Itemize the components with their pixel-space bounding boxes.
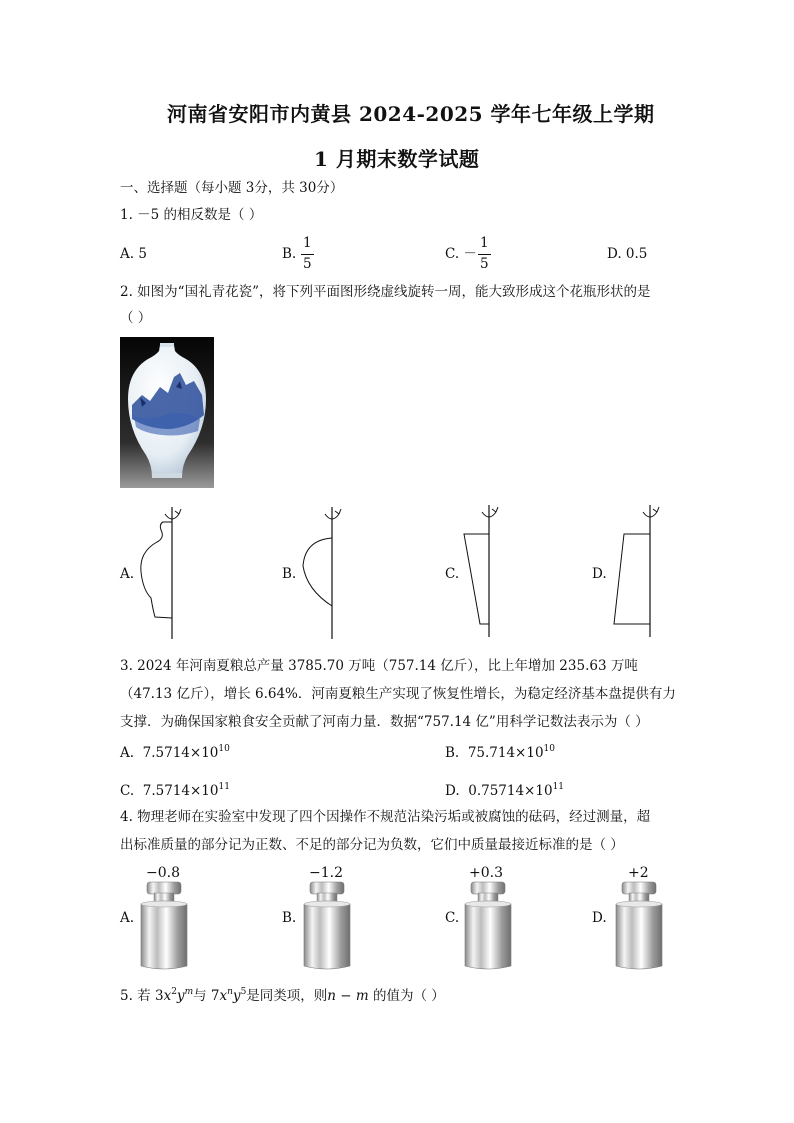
q3-option-c [120, 783, 230, 799]
q4-weight-a [137, 880, 191, 972]
fraction-denominator: 5 [303, 255, 312, 272]
q1-option-b-label: B. [282, 246, 297, 262]
q2-figure-b [295, 502, 355, 642]
q5-term2-y: y [232, 988, 241, 1004]
option-exponent: 10 [218, 744, 230, 754]
q1-option-c-fraction [478, 237, 491, 271]
q4-weight-d [612, 880, 666, 972]
q5-term2-y-exp: 5 [240, 987, 247, 997]
fraction-numerator: 1 [303, 235, 312, 251]
option-exponent: 11 [218, 782, 230, 792]
q3-line-1: 3. 2024 年河南夏粮总产量 3785.70 万吨（757.14 亿斤），比上年增加 235.63 万吨 [120, 658, 638, 674]
q2-figure-d [610, 500, 670, 640]
q2-bracket: （ ） [120, 310, 152, 326]
vase-photo [120, 337, 214, 488]
q5-term1-x: x [163, 988, 172, 1004]
option-exponent: 11 [552, 782, 565, 792]
q5-term1-y-exp: m [184, 987, 194, 997]
option-label: B. [445, 745, 460, 761]
q2-option-c: C. [445, 566, 460, 582]
q1-option-d: D. 0.5 [607, 246, 648, 262]
option-label: D. [445, 783, 460, 799]
q4-weight-d-value: +2 [628, 865, 649, 881]
fraction-bar [478, 254, 491, 255]
q5-term1-x-exp: 2 [171, 987, 177, 997]
option-base: 75.714×10 [467, 745, 544, 761]
q4-option-c: C. [445, 910, 460, 926]
q3-line-3: 支撑．为确保国家粮食安全贡献了河南力量．数据“757.14 亿”用科学记数法表示为（ ） [120, 714, 649, 730]
q4-option-b: B. [282, 910, 297, 926]
q4-line-2: 出标准质量的部分记为正数、不足的部分记为负数，它们中质量最接近标准的是（ ） [120, 837, 624, 853]
option-base: 7.5714×10 [142, 783, 219, 799]
option-base: 7.5714×10 [142, 745, 219, 761]
q3-line-2: （47.13 亿斤），增长 6.64%．河南夏粮生产实现了恢复性增长，为稳定经济基本盘提供有力 [120, 686, 676, 702]
q4-weight-a-value: −0.8 [146, 865, 180, 881]
q5-suffix-2: 的值为（ ） [372, 988, 445, 1004]
q4-line-1: 4. 物理老师在实验室中发现了四个因操作不规范沾染污垢或被腐蚀的砝码，经过测量，超 [120, 809, 651, 825]
q2-figure-c [460, 500, 520, 640]
option-label: A. [120, 745, 135, 761]
section-heading: 一、选择题（每小题 3分，共 30分） [120, 180, 344, 196]
q5-suffix-1: 是同类项，则 [246, 988, 328, 1004]
option-exponent: 10 [543, 744, 555, 754]
q5-term2-x-exp: n [227, 987, 233, 997]
q4-weight-c-value: +0.3 [469, 865, 503, 881]
q2-option-d: D. [592, 566, 607, 582]
q4-option-d: D. [592, 910, 607, 926]
q5-expression: n − m [327, 988, 369, 1004]
q4-weight-b-value: −1.2 [309, 865, 343, 881]
q1-option-b-fraction [301, 237, 314, 271]
q4-option-a: A. [120, 910, 135, 926]
option-label: C. [120, 783, 135, 799]
option-base: 0.75714×10 [468, 783, 553, 799]
title-line-1: 河南省安阳市内黄县 2024-2025 学年七年级上学期 [167, 102, 655, 126]
q5-term1-y: y [176, 988, 185, 1004]
q2-stem: 2. 如图为“国礼青花瓷”，将下列平面图形绕虚线旋转一周，能大致形成这个花瓶形状的是 [120, 284, 651, 300]
q4-weight-b [300, 880, 354, 972]
q2-option-b: B. [282, 566, 297, 582]
q1-option-c-label: C. － [445, 246, 477, 262]
q1-option-a: A. 5 [120, 246, 147, 262]
fraction-denominator: 5 [480, 255, 489, 272]
q5-prefix: 5. 若 3 [120, 988, 164, 1004]
q5-stem [120, 988, 445, 1004]
fraction-bar [301, 254, 314, 255]
fraction-numerator: 1 [480, 235, 489, 251]
title-line-2: 1 月期末数学试题 [314, 147, 480, 171]
q3-option-b [445, 745, 555, 761]
q4-weight-c [461, 880, 515, 972]
q5-mid: 与 7 [193, 988, 220, 1004]
q5-term2-x: x [219, 988, 228, 1004]
q3-option-d [445, 783, 564, 799]
q1-stem: 1. －5 的相反数是（ ） [120, 207, 263, 223]
q3-option-a [120, 745, 230, 761]
q2-figure-a [135, 502, 195, 642]
q2-option-a: A. [120, 566, 135, 582]
